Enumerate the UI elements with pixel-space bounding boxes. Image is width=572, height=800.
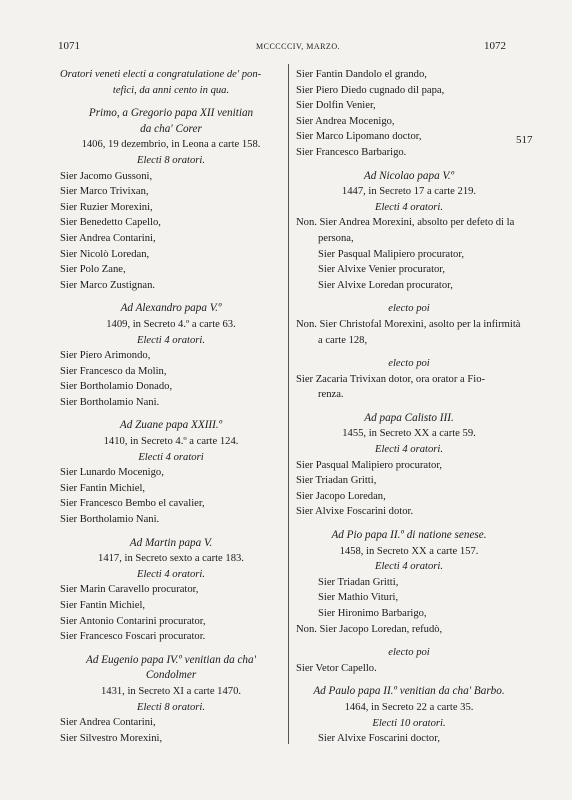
margin-number: 517 <box>516 134 533 146</box>
list-item: Sier Alvixe Venier procurator, <box>318 264 446 276</box>
list-item: Sier Pasqual Malipiero procurator, <box>318 248 465 260</box>
electi-label: Electi 4 oratori. <box>375 201 443 213</box>
list-item: Sier Francesco da Molin, <box>60 365 167 377</box>
list-item-cont: renza. <box>318 389 344 401</box>
pope-heading: Ad Martin papa V. <box>129 536 213 549</box>
page-header <box>0 40 572 56</box>
electo-poi-label: electo poi <box>388 647 430 659</box>
list-item: Sier Fantin Michiel, <box>60 600 146 611</box>
oratori-list <box>60 582 282 644</box>
list-item: Sier Marco Lipomano doctor, <box>296 131 422 143</box>
list-item: Sier Dolfin Venier, <box>296 100 376 112</box>
record-date: 1410, in Secreto 4.º a carte 124. <box>103 436 239 448</box>
record-date: 1431, in Secreto XI a carte 1470. <box>100 685 242 697</box>
page-number-left: 1071 <box>58 40 80 52</box>
list-item: Sier Marco Trivixan, <box>60 186 149 198</box>
running-title: MCCCCCIV, MARZO. <box>256 42 341 51</box>
list-item: Sier Francesco Foscari procurator. <box>60 631 206 643</box>
record-date: 1458, in Secreto XX a carte 157. <box>339 545 479 557</box>
list-item: Sier Lunardo Mocenigo, <box>60 467 164 479</box>
list-item: Sier Andrea Contarini, <box>60 232 156 244</box>
list-item: Sier Andrea Mocenigo, <box>296 115 395 127</box>
electi-label: Electi 4 oratori. <box>137 334 205 346</box>
list-item: Sier Andrea Contarini, <box>60 717 156 729</box>
page-number-right: 1072 <box>484 40 506 52</box>
list-item: Sier Triadan Gritti, <box>318 576 399 588</box>
electi-label: Electi 10 oratori. <box>372 717 446 729</box>
non-entry: Non. Sier Andrea Morexini, absolto per defeto di la <box>296 217 515 229</box>
oratori-list <box>60 169 282 294</box>
list-item: Sier Zacaria Trivixan dotor, ora orator a Fio- <box>296 373 486 385</box>
list-item: Sier Alvixe Loredan procurator, <box>318 279 453 291</box>
list-item: Sier Fantin Dandolo el grando, <box>296 69 427 80</box>
oratori-list <box>60 348 282 410</box>
oratori-list <box>296 731 522 747</box>
section-title-cont: tefici, da anni cento in qua. <box>112 84 230 96</box>
record-date: 1417, in Secreto sexto a carte 183. <box>98 553 244 565</box>
electi-label: Electi 4 oratori <box>138 451 204 463</box>
list-item: Sier Mathio Vituri, <box>318 592 399 604</box>
list-item: Sier Jacomo Gussoni, <box>60 170 153 182</box>
list-item: Sier Bortholamio Nani. <box>60 396 160 408</box>
list-item: Sier Triadan Gritti, <box>296 475 377 487</box>
non-entry-cont: persona, <box>318 232 354 244</box>
list-item: Sier Alvixe Foscarini doctor, <box>318 733 440 745</box>
list-item: Sier Ruzier Morexini, <box>60 201 153 213</box>
pope-heading: Ad Paulo papa II.º venitian da cha' Barbo. <box>313 685 505 698</box>
list-item: Sier Piero Arimondo, <box>60 350 151 362</box>
section-title: Oratori veneti electi a congratulatione de' pon- <box>60 69 262 80</box>
list-item: Sier Nicolò Loredan, <box>60 248 150 260</box>
pope-heading: Ad Zuane papa XXIII.º <box>119 419 223 432</box>
list-item: Sier Alvixe Foscarini dotor. <box>296 506 414 518</box>
electi-label: Electi 4 oratori. <box>137 568 205 580</box>
oratori-list <box>296 575 522 622</box>
list-item: Sier Pasqual Malipiero procurator, <box>296 459 443 471</box>
electo-poi-label: electo poi <box>388 358 430 370</box>
list-item: Sier Silvestro Morexini, <box>60 732 163 744</box>
oratori-list <box>60 465 282 527</box>
electi-label: Electi 4 oratori. <box>375 444 443 456</box>
oratori-list <box>296 247 522 294</box>
list-item: Sier Francesco Bembo el cavalier, <box>60 498 205 510</box>
record-date: 1447, in Secreto 17 a carte 219. <box>341 186 477 198</box>
column-divider <box>288 64 289 744</box>
pope-heading-cont: Condolmer <box>145 669 197 682</box>
record-date: 1409, in Secreto 4.º a carte 63. <box>106 318 236 330</box>
pope-heading: Primo, a Gregorio papa XII venitian <box>88 107 254 120</box>
pope-heading-cont: da cha' Corer <box>140 122 202 135</box>
record-date: 1464, in Secreto 22 a carte 35. <box>344 701 474 713</box>
pope-heading: Ad Eugenio papa IV.º venitian da cha' <box>85 653 257 666</box>
record-date: 1455, in Secreto XX a carte 59. <box>342 428 476 440</box>
electi-label: Electi 8 oratori. <box>137 154 205 166</box>
list-item: Sier Francesco Barbarigo. <box>296 146 407 158</box>
list-item: Sier Bortholamio Nani. <box>60 514 160 526</box>
list-item: Sier Piero Diedo cugnado dil papa, <box>296 84 445 96</box>
list-item: Sier Marco Zustignan. <box>60 279 156 291</box>
list-item: Sier Marin Caravello procurator, <box>60 584 199 596</box>
list-item: Sier Benedetto Capello, <box>60 217 161 229</box>
electi-label: Electi 4 oratori. <box>375 561 443 573</box>
pope-heading: Ad papa Calisto III. <box>364 411 454 424</box>
list-item: Sier Bortholamio Donado, <box>60 381 173 393</box>
non-entry: Non. Sier Christofal Morexini, asolto per la infirmità <box>296 318 521 330</box>
list-item: Sier Jacopo Loredan, <box>296 490 386 502</box>
non-entry-cont: a carte 128, <box>318 334 368 346</box>
electo-poi-label: electo poi <box>388 303 430 315</box>
pope-heading: Ad Alexandro papa V.º <box>120 302 222 315</box>
electi-label: Electi 8 oratori. <box>137 701 205 713</box>
non-entry: Non. Sier Jacopo Loredan, refudò, <box>296 623 443 635</box>
oratori-list <box>296 67 522 161</box>
list-item: Sier Antonio Contarini procurator, <box>60 615 206 627</box>
list-item: Sier Fantin Michiel, <box>60 482 146 494</box>
pope-heading: Ad Pio papa II.º di natione senese. <box>331 529 487 542</box>
list-item: Sier Hironimo Barbarigo, <box>318 608 427 619</box>
record-date: 1406, 19 dezembrio, in Leona a carte 158. <box>81 139 261 151</box>
oratori-list <box>60 715 282 746</box>
list-item: Sier Vetor Capello. <box>296 662 377 674</box>
oratori-list <box>296 458 522 520</box>
pope-heading: Ad Nicolao papa V.º <box>363 169 455 182</box>
list-item: Sier Polo Zane, <box>60 264 126 276</box>
right-column <box>296 67 522 747</box>
left-column <box>60 67 282 746</box>
